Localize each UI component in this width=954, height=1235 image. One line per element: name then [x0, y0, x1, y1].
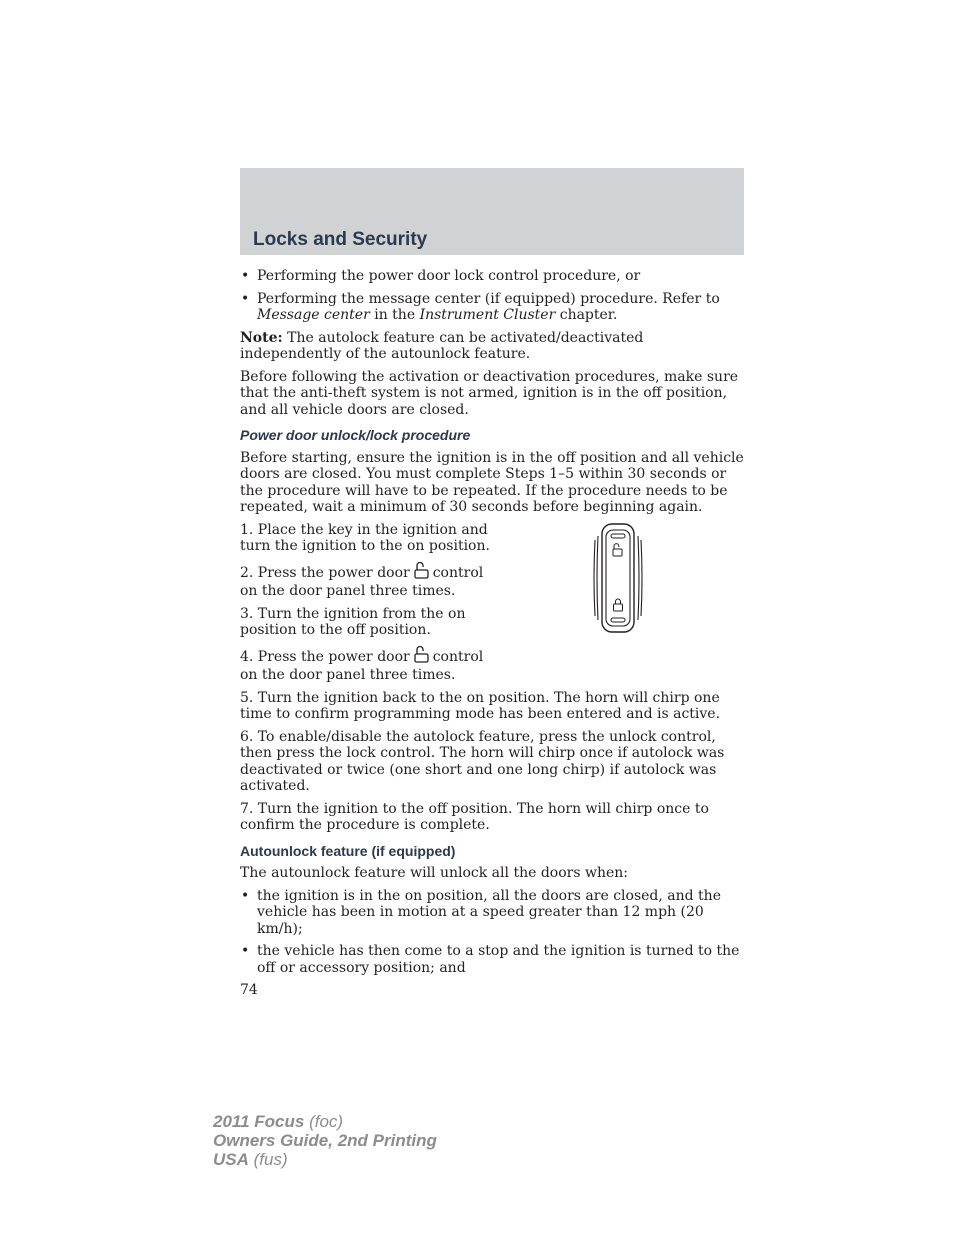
bullet-dot: • [241, 943, 250, 959]
bullet-text-post: chapter. [555, 307, 618, 323]
footer-line-2 [213, 1131, 437, 1150]
bullet-text: the vehicle has then come to a stop and the ignition is turned to the off or accessory position; and [257, 943, 740, 976]
bullet-text: the ignition is in the on position, all the doors are closed, and the vehicle has been in motion at a speed greater than 12 mph (20 km/h); [257, 887, 721, 937]
step-5: 5. Turn the ignition back to the on position. The horn will chirp one time to confirm programming mode has been entered and is active. [240, 689, 721, 722]
step-4-post: control on the door panel three times. [240, 648, 484, 683]
bullet-text-mid: in the [369, 307, 420, 323]
bullet-dot: • [241, 887, 250, 904]
before-paragraph: Before following the activation or deactivation procedures, make sure that the anti-theft system is not armed, ignition is in the off position, and all vehicle doors are closed. [240, 368, 739, 418]
autounlock-bullet-1 [240, 888, 744, 938]
note-paragraph [240, 330, 744, 363]
bullet-dot: • [241, 290, 250, 307]
procedure-intro: Before starting, ensure the ignition is in the off position and all vehicle doors are closed. You must complete Steps 1–5 within 30 seconds or the procedure will have to be repeated. If the procedure needs to be repeated, wait a minimum of 30 seconds before beginning again. [240, 449, 744, 515]
footer-line-3 [213, 1150, 437, 1169]
instrument-cluster-ref: Instrument Cluster [419, 307, 556, 323]
footer-market: USA [213, 1150, 249, 1169]
step-2-post: control on the door panel three times. [240, 564, 484, 599]
padlock-unlocked-icon [414, 645, 429, 668]
step-6: 6. To enable/disable the autolock feature, press the unlock control, then press the lock control. The horn will chirp once if autolock was deactivated or twice (one short and one long chirp) if autolock was activated. [240, 728, 725, 794]
footer-model-code: (foc) [304, 1112, 344, 1131]
step-4 [240, 645, 490, 684]
padlock-unlocked-icon [414, 561, 429, 584]
bullet-dot: • [241, 268, 250, 284]
section-header-band [240, 168, 744, 255]
procedure-heading: Power door unlock/lock procedure [240, 427, 471, 443]
footer-guide: Owners Guide, 2nd Printing [213, 1131, 437, 1150]
step-7: 7. Turn the ignition to the off position. The horn will chirp once to confirm the procedure is complete. [240, 800, 709, 833]
page-content [240, 268, 744, 999]
footer-line-1 [213, 1112, 437, 1131]
autounlock-heading: Autounlock feature (if equipped) [240, 842, 456, 859]
bullet-text-pre: Performing the message center (if equipped) procedure. Refer to [257, 290, 720, 307]
steps-with-figure [240, 522, 744, 684]
intro-bullet-1 [240, 268, 744, 285]
steps-column [240, 522, 490, 684]
intro-bullet-2 [240, 291, 744, 324]
step-2 [240, 561, 490, 600]
step-2-pre: 2. Press the power door [240, 564, 410, 581]
footer-market-code: (fus) [248, 1150, 288, 1169]
door-lock-switch-icon [592, 522, 644, 639]
section-title: Locks and Security [253, 229, 428, 250]
step-1: 1. Place the key in the ignition and turn the ignition to the on position. [240, 521, 490, 554]
autounlock-intro: The autounlock feature will unlock all the doors when: [240, 865, 628, 881]
note-text: The autolock feature can be activated/deactivated independently of the autounlock feature. [240, 329, 644, 362]
step-4-pre: 4. Press the power door [240, 648, 410, 665]
autounlock-bullet-2 [240, 943, 744, 976]
footer-model: 2011 Focus [213, 1112, 305, 1131]
page-number: 74 [240, 982, 258, 998]
document-footer [213, 1112, 437, 1169]
bullet-text: Performing the power door lock control procedure, or [257, 268, 641, 284]
step-3: 3. Turn the ignition from the on position to the off position. [240, 605, 466, 638]
note-label: Note: [240, 329, 283, 346]
message-center-ref: Message center [257, 307, 370, 323]
